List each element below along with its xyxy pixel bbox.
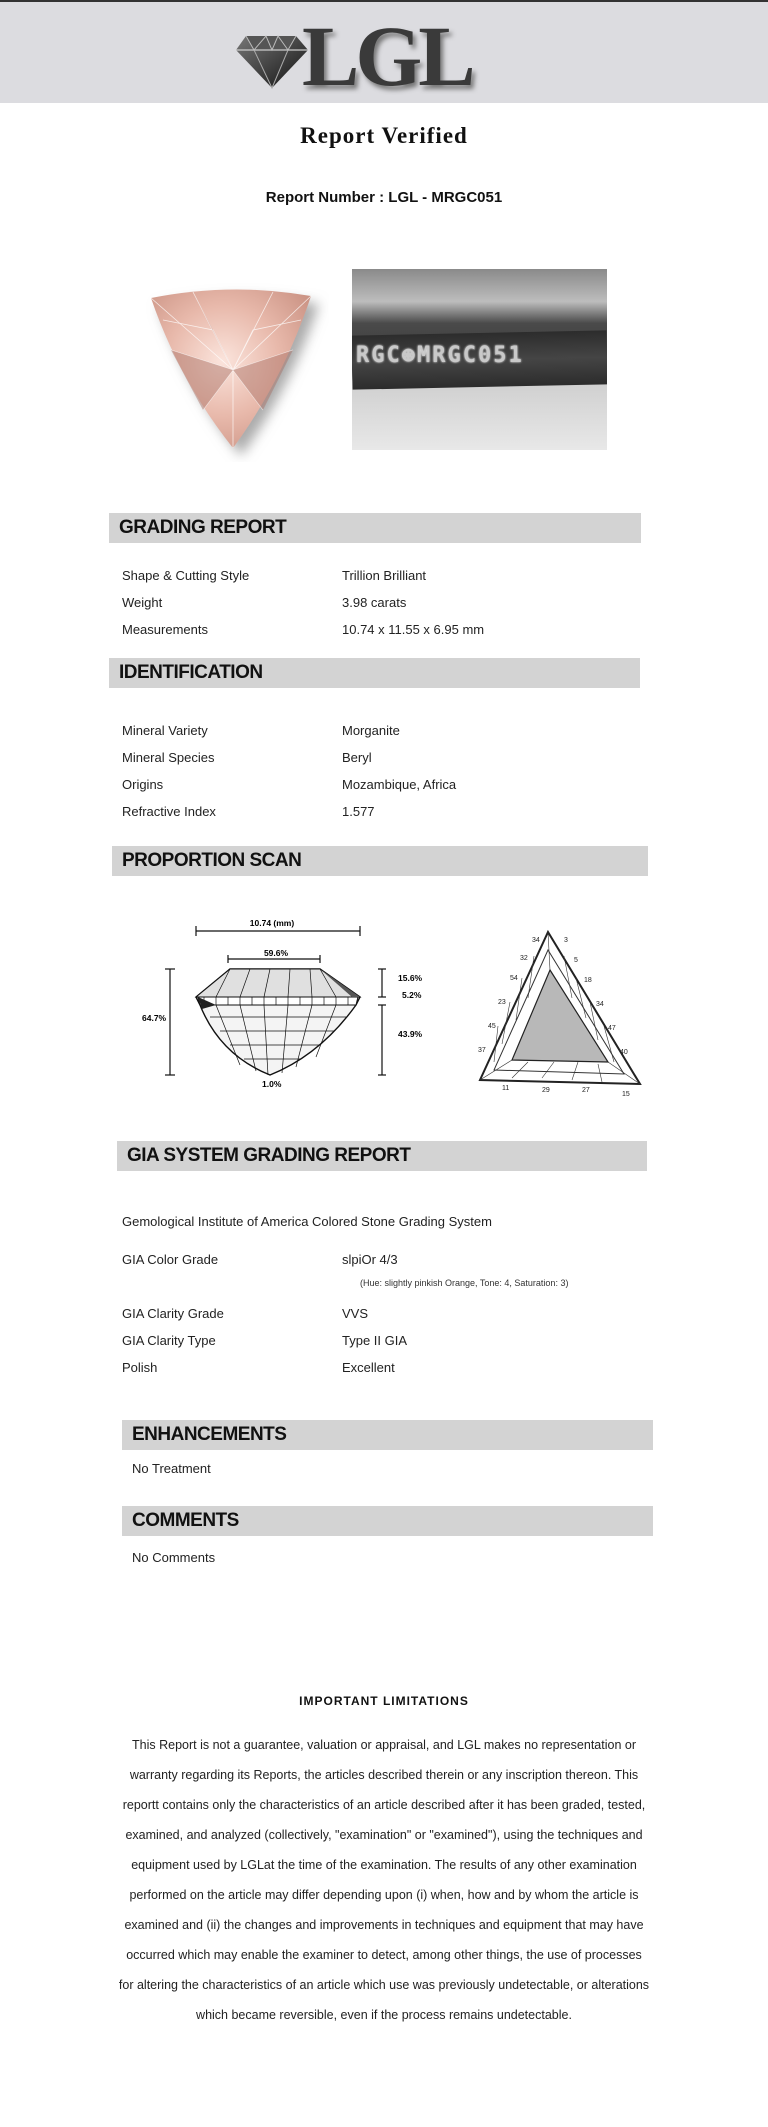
limitations-heading: IMPORTANT LIMITATIONS [299, 1694, 469, 1708]
limitations-text: This Report is not a guarantee, valuation or appraisal, and LGL makes no representation or warranty regarding its Reports, the articles described therein or any inscription thereon. This reportt contains only the characteristics of an article described after it has been graded, tested, examined, and analyzed (collectively, "examination" or "examined"), using the techniques and equipment used by LGLat the time of the examination. The results of any other examination performed on the article may differ depending upon (i) when, how and by whom the article is examined and (ii) the changes and improvements in techniques and equipment that may have occurred which may enable the examiner to detect, among other things, the use of processes for altering the characteristics of an article which use was previously undetectable, or alterations which became reversible, even if the process remains undetectable. [118, 1738, 650, 2022]
identification-heading: IDENTIFICATION [109, 658, 640, 688]
svg-text:5: 5 [574, 957, 578, 964]
row-value: VVS [342, 1306, 369, 1321]
row-value: 10.74 x 11.55 x 6.95 mm [342, 622, 485, 637]
report-number: Report Number : LGL - MRGC051 [265, 189, 503, 206]
inscription-photo [352, 269, 607, 450]
svg-text:15: 15 [622, 1091, 630, 1098]
row-label: Mineral Species [122, 750, 215, 765]
row-label: Mineral Variety [122, 723, 208, 738]
proportion-scan-heading: PROPORTION SCAN [112, 846, 648, 876]
header-banner [0, 2, 768, 103]
row-label: GIA Clarity Grade [122, 1306, 224, 1321]
gia-heading: GIA SYSTEM GRADING REPORT [117, 1141, 647, 1171]
svg-text:54: 54 [510, 975, 518, 982]
row-value: slpiOr 4/3 [342, 1252, 398, 1267]
crown-pct-label: 15.6% [398, 973, 423, 983]
row-label: Origins [122, 777, 164, 792]
svg-text:3: 3 [564, 937, 568, 944]
svg-text:34: 34 [532, 937, 540, 944]
row-value: Beryl [342, 750, 372, 765]
page-title: Report Verified [300, 123, 468, 148]
svg-text:37: 37 [478, 1047, 486, 1054]
proportion-profile-diagram [120, 905, 450, 1105]
row-value: Trillion Brilliant [342, 568, 427, 583]
svg-text:47: 47 [608, 1025, 616, 1032]
pavilion-pct-label: 43.9% [398, 1029, 423, 1039]
row-label: GIA Clarity Type [122, 1333, 216, 1348]
comments-text: No Comments [132, 1550, 216, 1565]
row-label: Refractive Index [122, 804, 216, 819]
depth-pct-label: 64.7% [142, 1013, 167, 1023]
comments-heading: COMMENTS [122, 1506, 653, 1536]
svg-text:45: 45 [488, 1023, 496, 1030]
svg-text:29: 29 [542, 1087, 550, 1094]
svg-text:27: 27 [582, 1087, 590, 1094]
row-label: Measurements [122, 622, 208, 637]
svg-text:11: 11 [502, 1085, 510, 1092]
svg-text:34: 34 [596, 1001, 604, 1008]
row-label: Shape & Cutting Style [122, 568, 250, 583]
lgl-logo[interactable] [232, 8, 492, 104]
culet-pct-label: 1.0% [262, 1079, 282, 1089]
grading-report-heading: GRADING REPORT [109, 513, 641, 543]
row-value: Morganite [342, 723, 400, 738]
row-value: Excellent [342, 1360, 395, 1375]
row-value: 1.577 [342, 804, 375, 819]
width-label: 10.74 (mm) [249, 918, 295, 928]
girdle-pct-label: 5.2% [402, 990, 422, 1000]
gia-system-text: Gemological Institute of America Colored Stone Grading System [122, 1214, 492, 1229]
color-grade-note: (Hue: slightly pinkish Orange, Tone: 4, Saturation: 3) [360, 1278, 569, 1288]
row-label: GIA Color Grade [122, 1252, 219, 1267]
svg-text:32: 32 [520, 955, 528, 962]
svg-text:18: 18 [584, 977, 592, 984]
facet-scan-diagram [472, 912, 662, 1112]
inscription-text: RGC⊛MRGC051 [356, 343, 524, 368]
row-label: Weight [122, 595, 163, 610]
diamond-icon [232, 22, 312, 92]
row-value: 3.98 carats [342, 595, 407, 610]
enhancements-text: No Treatment [132, 1461, 211, 1476]
row-value: Type II GIA [342, 1333, 408, 1348]
row-value: Mozambique, Africa [342, 777, 457, 792]
table-pct-label: 59.6% [263, 948, 289, 958]
logo-text: LGL [302, 8, 472, 104]
svg-text:40: 40 [620, 1049, 628, 1056]
svg-text:23: 23 [498, 999, 506, 1006]
row-label: Polish [122, 1360, 158, 1375]
enhancements-heading: ENHANCEMENTS [122, 1420, 653, 1450]
gemstone-photo [133, 270, 329, 462]
